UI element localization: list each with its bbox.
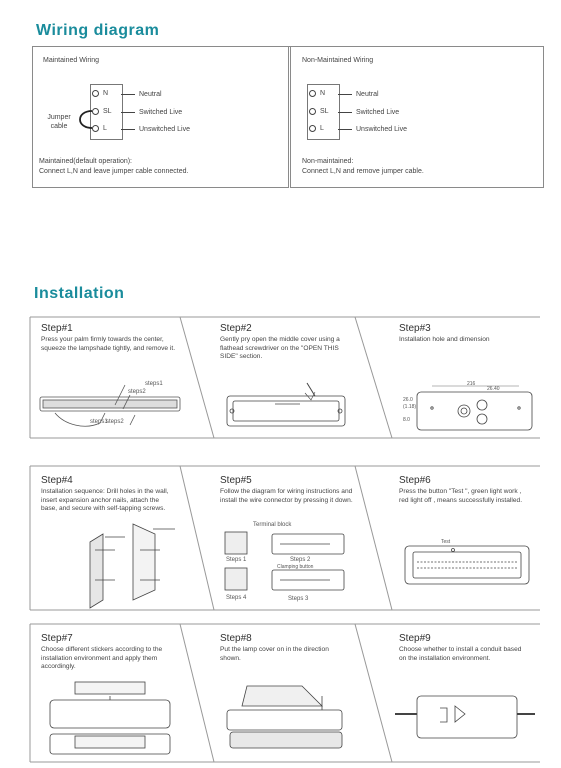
step-5-label-clamping-button: Clamping button — [277, 564, 314, 570]
step-3-description: Installation hole and dimension — [399, 336, 490, 343]
non-maintained-wire-unswitched-live: Unswitched Live — [356, 126, 407, 133]
non-maintained-wire-switched-live: Switched Live — [356, 109, 400, 116]
wiring-diagram-title: Wiring diagram — [36, 22, 160, 39]
step-3-dim-spacing: 26.40 — [487, 386, 500, 392]
maintained-note-body: Connect L,N and leave jumper cable connected. — [39, 168, 189, 175]
step-2-illustration — [225, 378, 350, 433]
step-9-illustration — [395, 692, 535, 747]
step-1-title: Step#1 — [41, 323, 73, 334]
maintained-wire-switched-live: Switched Live — [139, 109, 183, 116]
non-maintained-note-title: Non-maintained: — [302, 158, 354, 165]
step-2-description: Gently pry open the middle cover using a flathead screwdriver on the "OPEN THIS SIDE" section. — [220, 336, 340, 361]
step-1-label-steps2-bottom: steps2 — [106, 419, 124, 425]
step-7-illustration — [45, 680, 185, 760]
step-5-label-steps4: Steps 4 — [226, 595, 247, 601]
maintained-wiring-label: Maintained Wiring — [43, 57, 100, 64]
step-2-title: Step#2 — [220, 323, 252, 334]
step-9-description: Choose whether to install a conduit based on the installation environment. — [399, 646, 522, 662]
step-6-illustration — [403, 540, 533, 590]
step-4-description: Installation sequence: Drill holes in the wall, insert expansion anchor nails, attach the base, and secure with self-tapping screws. — [41, 488, 169, 513]
step-5-label-steps3: Steps 3 — [288, 596, 309, 602]
step-3-dim-width: 216 — [467, 381, 476, 387]
non-maintained-wiring-label: Non-Maintained Wiring — [302, 57, 374, 64]
non-maintained-terminal-sl: SL — [309, 108, 329, 115]
step-7-description: Choose different stickers according to the installation environment and apply them accordingly. — [41, 646, 163, 671]
step-9-title: Step#9 — [399, 633, 431, 644]
maintained-terminal-n: N — [92, 90, 108, 97]
step-3-dim-height-inch: (1.18) — [403, 404, 417, 410]
maintained-wire-unswitched-live: Unswitched Live — [139, 126, 190, 133]
non-maintained-note-body: Connect L,N and remove jumper cable. — [302, 168, 424, 175]
maintained-wire-neutral: Neutral — [139, 91, 162, 98]
step-5-description: Follow the diagram for wiring instructions and install the wire connector by pressing it down. — [220, 488, 353, 504]
step-4-illustration — [35, 520, 185, 610]
step-1-label-steps1: steps1 — [145, 381, 163, 387]
step-4-title: Step#4 — [41, 475, 73, 486]
jumper-cable-label: Jumper cable — [47, 114, 71, 130]
step-5-label-terminal-block: Terminal block — [253, 522, 292, 528]
step-8-title: Step#8 — [220, 633, 252, 644]
step-6-title: Step#6 — [399, 475, 431, 486]
step-5-title: Step#5 — [220, 475, 252, 486]
step-5-label-steps1: Steps 1 — [226, 557, 247, 563]
installation-title: Installation — [34, 285, 125, 302]
step-8-description: Put the lamp cover on in the direction shown. — [220, 646, 329, 662]
step-1-label-steps2: steps2 — [128, 389, 146, 395]
non-maintained-wire-neutral: Neutral — [356, 91, 379, 98]
step-3-dim-offset: 8.0 — [403, 417, 410, 423]
step-8-illustration — [222, 676, 352, 756]
step-6-label-test: Test — [441, 539, 451, 545]
step-5-label-steps2: Steps 2 — [290, 557, 311, 563]
maintained-terminal-l: L — [92, 125, 107, 132]
step-1-description: Press your palm firmly towards the center, squeeze the lampshade tightly, and remove it. — [41, 336, 176, 352]
step-3-title: Step#3 — [399, 323, 431, 334]
step-6-description: Press the button "Test ", green light work , red light off , means successfully installed. — [399, 488, 523, 504]
step-3-dim-height: 26.0 — [403, 397, 413, 403]
step-3-illustration — [402, 388, 537, 433]
step-1-label-steps1-bottom: steps1 — [90, 419, 108, 425]
maintained-terminal-sl: SL — [92, 108, 112, 115]
non-maintained-terminal-l: L — [309, 125, 324, 132]
step-7-title: Step#7 — [41, 633, 73, 644]
non-maintained-terminal-n: N — [309, 90, 325, 97]
maintained-note-title: Maintained(default operation): — [39, 158, 133, 165]
